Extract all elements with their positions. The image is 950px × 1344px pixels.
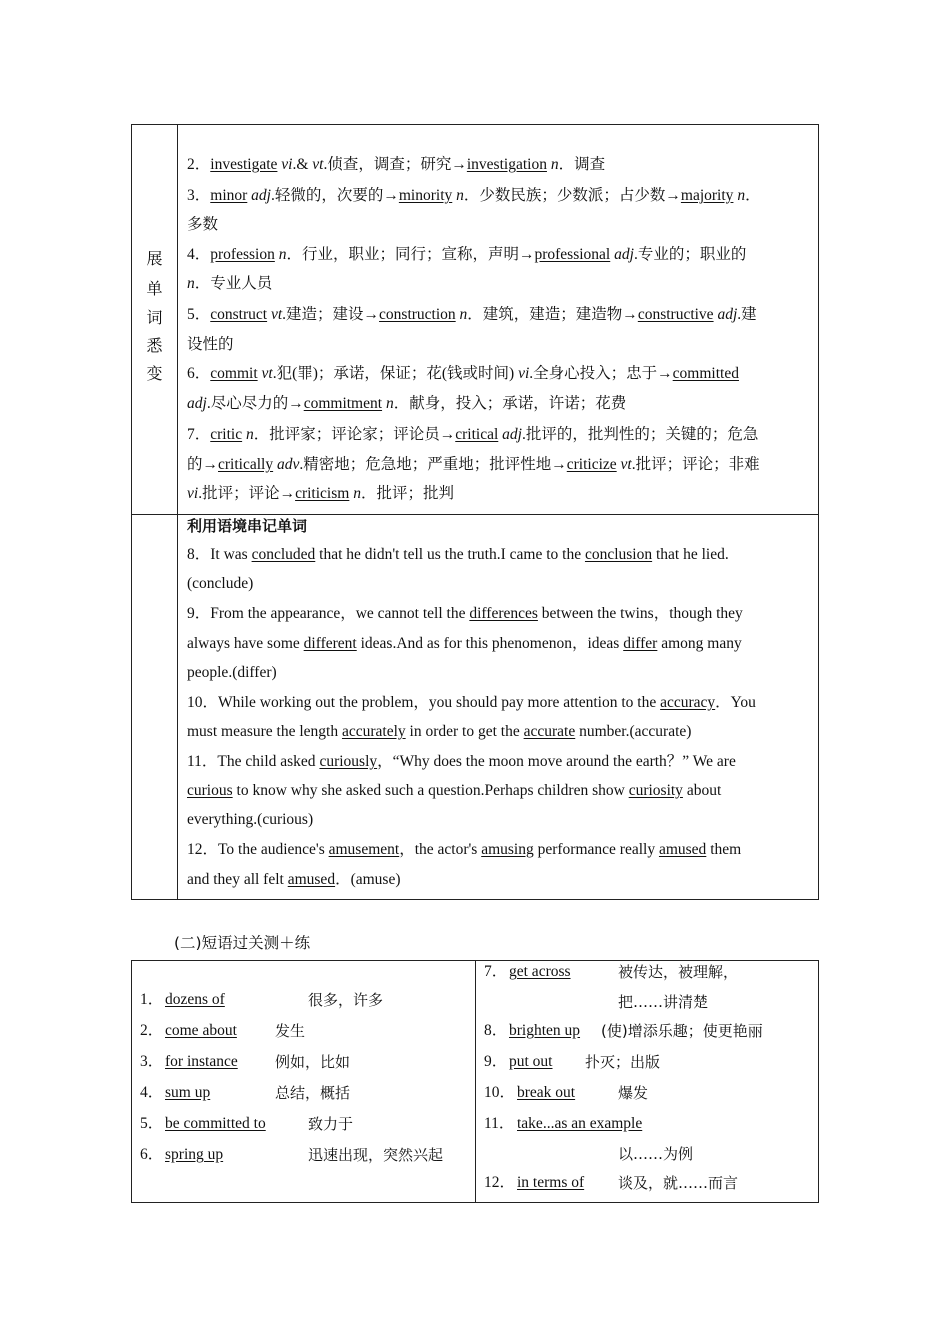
context-sentence-line — [187, 810, 313, 830]
phrase-text: take...as an example — [517, 1115, 643, 1132]
answer-word: concluded — [251, 546, 316, 563]
part-of-speech: vt — [312, 156, 324, 173]
phrase-number: 2． — [140, 1022, 164, 1039]
answer-word: majority — [680, 187, 734, 204]
text-segment: ．建筑，建造；建造物→ — [467, 306, 638, 323]
side-label-char: 悉 — [146, 336, 163, 355]
answer-word: critical — [455, 426, 499, 443]
answer-word: constructive — [637, 306, 714, 323]
context-sentence-line — [187, 870, 401, 890]
part-of-speech: n — [278, 246, 287, 263]
answer-word: amused — [658, 841, 707, 858]
text-segment: 3． — [187, 187, 211, 204]
text-segment: 11．The child asked — [187, 753, 320, 770]
text-segment: ．少数民族；少数派；占少数→ — [463, 187, 681, 204]
text-segment: among many — [657, 635, 742, 652]
phrase-number: 1． — [140, 991, 164, 1008]
word-family-line — [187, 186, 761, 206]
text-segment: that he lied. — [652, 546, 729, 563]
text-segment: 5． — [187, 306, 211, 323]
text-segment: ．批评；批判 — [360, 485, 454, 502]
word-family-line — [187, 335, 234, 355]
answer-word: critic — [210, 426, 243, 443]
phrase-text: put out — [509, 1053, 553, 1070]
phrase-meaning: 被传达，被理解， — [618, 963, 739, 981]
part-of-speech: n — [459, 306, 468, 323]
text-segment: (conclude) — [187, 575, 254, 592]
phrase-number: 5． — [140, 1115, 164, 1132]
text-segment: ，“Why does the moon move around the earth？” We are — [377, 753, 736, 770]
phrase-meaning-continued: 以……为例 — [618, 1145, 694, 1163]
phrase-number: 4． — [140, 1084, 164, 1101]
text-segment: .尽心尽力的→ — [206, 395, 304, 412]
phrase-text: sum up — [165, 1084, 211, 1101]
part-of-speech: n — [550, 156, 559, 173]
part-of-speech: vt — [270, 306, 283, 323]
phrase-text: be committed to — [165, 1115, 266, 1132]
answer-word: curious — [187, 782, 233, 799]
answer-word: amusing — [481, 841, 534, 858]
phrase-text: for instance — [165, 1053, 238, 1070]
text-segment: ，the actor's — [399, 841, 482, 858]
text-segment: 12．To the audience's — [187, 841, 329, 858]
text-segment: them — [706, 841, 742, 858]
phrase-number: 6． — [140, 1146, 164, 1163]
word-family-line — [187, 455, 760, 475]
text-segment: 的→ — [187, 456, 219, 473]
answer-word: minority — [398, 187, 453, 204]
phrase-text: break out — [517, 1084, 576, 1101]
part-of-speech: n — [187, 275, 195, 292]
text-segment: 6． — [187, 365, 211, 382]
side-label-char: 展 — [146, 249, 163, 268]
text-segment: .侦查，调查；研究→ — [323, 156, 467, 173]
text-segment: 9．From the appearance，we cannot tell the — [187, 605, 470, 622]
text-segment: 设性的 — [187, 336, 234, 353]
text-segment: 10．While working out the problem，you should pay more attention to the — [187, 694, 661, 711]
answer-word: differ — [623, 635, 658, 652]
text-segment: that he didn't tell us the truth.I came to the — [315, 546, 585, 563]
phrase-meaning: 总结，概括 — [275, 1084, 351, 1102]
phrase-meaning: 扑灭；出版 — [585, 1053, 661, 1071]
text-segment: about — [682, 782, 722, 799]
answer-word: conclusion — [584, 546, 653, 563]
context-sentence-line — [187, 663, 277, 683]
text-segment: ．专业人员 — [194, 275, 273, 292]
part-of-speech: adj — [614, 246, 634, 263]
context-sentence-line — [187, 840, 741, 860]
phrase-text: get across — [509, 963, 571, 980]
side-label-char: 变 — [146, 364, 163, 383]
phrase-table — [131, 960, 819, 1203]
part-of-speech: n — [353, 485, 361, 502]
answer-word: curiosity — [628, 782, 683, 799]
text-segment: .轻微的，次要的→ — [270, 187, 399, 204]
text-segment: ．献身，投入；承诺，许诺；花费 — [393, 395, 627, 412]
part-of-speech: vt — [620, 456, 632, 473]
answer-word: minor — [210, 187, 248, 204]
phrase-text: brighten up — [509, 1022, 581, 1039]
text-segment: ideas.And as for this phenomenon，ideas — [356, 635, 624, 652]
answer-word: different — [303, 635, 357, 652]
phrase-meaning: (使)增添乐趣；使更艳丽 — [601, 1022, 763, 1040]
text-segment: people.(differ) — [187, 664, 277, 681]
phrase-meaning: 迅速出现，突然兴起 — [308, 1146, 444, 1164]
column-divider — [475, 960, 476, 1203]
word-family-line — [187, 215, 218, 235]
answer-word: commit — [210, 365, 258, 382]
part-of-speech: vi — [187, 485, 199, 502]
part-of-speech: adj — [717, 306, 738, 323]
answer-word: construct — [210, 306, 268, 323]
text-segment: ．批评家；评论家；评论员→ — [253, 426, 456, 443]
vocabulary-table — [131, 124, 819, 900]
text-segment: .批评；评论；非难 — [631, 456, 760, 473]
answer-word: differences — [469, 605, 538, 622]
phrase-number: 7． — [484, 963, 508, 980]
phrase-text: spring up — [165, 1146, 224, 1163]
text-segment: always have some — [187, 635, 304, 652]
text-segment: 7． — [187, 426, 211, 443]
text-segment: everything.(curious) — [187, 811, 314, 828]
part-of-speech: n — [245, 426, 254, 443]
text-segment: performance really — [533, 841, 659, 858]
text-segment: ． — [745, 187, 761, 204]
context-sentence-line — [187, 693, 756, 713]
answer-word: accuracy — [660, 694, 716, 711]
phrase-meaning: 例如，比如 — [275, 1053, 351, 1071]
phrase-number: 8． — [484, 1022, 508, 1039]
phrase-meaning: 很多，许多 — [308, 991, 384, 1009]
text-segment: to know why she asked such a question.Perhaps children show — [232, 782, 629, 799]
part-of-speech: n — [456, 187, 464, 204]
part-of-speech: adv — [276, 456, 300, 473]
context-sentence-line — [187, 574, 253, 594]
section-title: (二)短语过关测＋练 — [174, 934, 311, 952]
word-family-line — [187, 245, 746, 265]
phrase-text: in terms of — [517, 1174, 585, 1191]
part-of-speech: vi — [518, 365, 530, 382]
part-of-speech: vi — [281, 156, 293, 173]
text-segment: between the twins，though they — [537, 605, 743, 622]
phrase-number: 12． — [484, 1174, 516, 1191]
answer-word: investigation — [466, 156, 547, 173]
answer-word: committed — [672, 365, 739, 382]
text-segment: in order to get the — [405, 723, 524, 740]
word-family-line — [187, 394, 626, 414]
word-family-line — [187, 484, 454, 504]
phrase-meaning: 谈及，就……而言 — [618, 1174, 739, 1192]
word-family-line — [187, 364, 739, 384]
context-sentence-line — [187, 752, 736, 772]
context-sentence-line — [187, 604, 743, 624]
text-segment: ．(amuse) — [335, 871, 401, 888]
answer-word: critically — [218, 456, 274, 473]
answer-word: profession — [210, 246, 275, 263]
text-segment: ．行业，职业；同行；宣称，声明→ — [286, 246, 535, 263]
text-segment: and they all felt — [187, 871, 288, 888]
phrase-meaning: 致力于 — [308, 1115, 354, 1133]
part-of-speech: vt — [261, 365, 273, 382]
text-segment: 2． — [187, 156, 211, 173]
answer-word: investigate — [210, 156, 278, 173]
text-segment: ．You — [715, 694, 756, 711]
text-segment: .犯(罪)；承诺，保证；花(钱或时间) — [272, 365, 519, 382]
answer-word: criticism — [295, 485, 350, 502]
answer-word: professional — [534, 246, 611, 263]
phrase-text: come about — [165, 1022, 237, 1039]
part-of-speech: adj — [187, 395, 207, 412]
text-segment: .专业的；职业的 — [633, 246, 747, 263]
context-sentence-line — [187, 722, 691, 742]
answer-word: accurate — [523, 723, 576, 740]
text-segment: .建造；建设→ — [282, 306, 380, 323]
phrase-text: dozens of — [165, 991, 225, 1008]
context-sentence-line — [187, 634, 742, 654]
answer-word: construction — [379, 306, 456, 323]
text-segment: .& — [292, 156, 313, 173]
phrase-number: 11． — [484, 1115, 515, 1132]
part-of-speech: n — [737, 187, 746, 204]
phrase-number: 10． — [484, 1084, 516, 1101]
answer-word: amusement — [328, 841, 400, 858]
text-segment: 4． — [187, 246, 211, 263]
text-segment: .全身心投入；忠于→ — [529, 365, 673, 382]
word-family-line — [187, 155, 605, 175]
text-segment: 多数 — [187, 216, 219, 233]
answer-word: accurately — [341, 723, 406, 740]
text-segment: number.(accurate) — [575, 723, 692, 740]
word-family-line — [187, 305, 757, 325]
answer-word: amused — [287, 871, 336, 888]
side-label-char: 词 — [146, 308, 163, 327]
text-segment: must measure the length — [187, 723, 342, 740]
text-segment: ．调查 — [558, 156, 606, 173]
text-segment: .建 — [737, 306, 757, 323]
answer-word: commitment — [303, 395, 383, 412]
text-segment: .批评；评论→ — [198, 485, 296, 502]
phrase-number: 9． — [484, 1053, 508, 1070]
phrase-meaning: 发生 — [275, 1022, 306, 1040]
part-of-speech: adj — [251, 187, 271, 204]
part-of-speech: adj — [502, 426, 522, 443]
text-segment: 8．It was — [187, 546, 252, 563]
phrase-number: 3． — [140, 1053, 164, 1070]
text-segment: .批评的，批判性的；关键的；危急 — [521, 426, 759, 443]
context-heading: 利用语境串记单词 — [187, 517, 308, 535]
phrase-meaning-continued: 把……讲清楚 — [618, 993, 709, 1011]
column-divider — [177, 124, 178, 900]
word-family-line — [187, 425, 758, 445]
context-sentence-line — [187, 781, 721, 801]
text-segment: .精密地；危急地；严重地；批评性地→ — [299, 456, 567, 473]
context-sentence-line — [187, 545, 729, 565]
answer-word: curiously — [319, 753, 378, 770]
answer-word: criticize — [566, 456, 617, 473]
part-of-speech: n — [385, 395, 394, 412]
word-family-line — [187, 274, 272, 294]
side-label-char: 单 — [146, 279, 163, 298]
phrase-meaning: 爆发 — [618, 1084, 649, 1102]
row-divider — [131, 514, 819, 515]
